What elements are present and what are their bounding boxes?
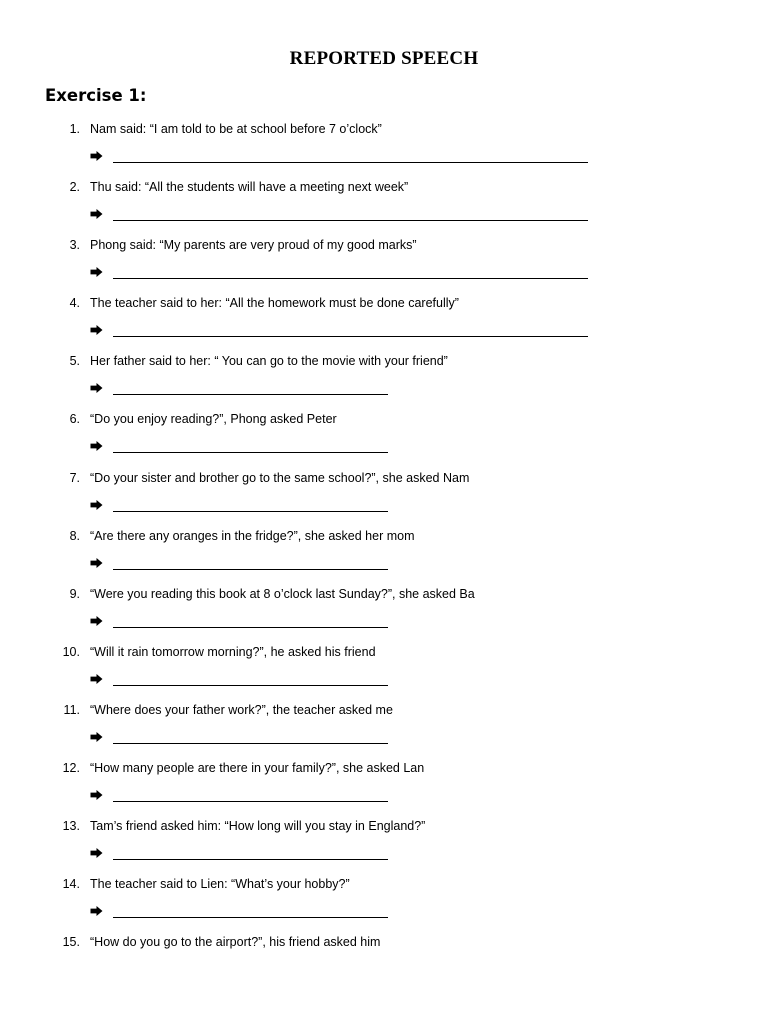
question-number: 12.	[62, 761, 80, 776]
question-item	[0, 294, 768, 352]
question-number: 4.	[69, 296, 80, 311]
question-item	[0, 701, 768, 759]
question-row	[0, 294, 768, 312]
question-number: 3.	[69, 238, 80, 253]
question-item	[0, 120, 768, 178]
answer-row	[0, 903, 768, 921]
answer-row	[0, 671, 768, 689]
answer-row	[0, 148, 768, 166]
arrow-right-icon	[90, 148, 104, 164]
question-item	[0, 236, 768, 294]
answer-row	[0, 264, 768, 282]
question-row	[0, 875, 768, 893]
question-text: “Where does your father work?”, the teacher asked me	[90, 702, 393, 717]
question-item	[0, 643, 768, 701]
arrow-right-icon	[90, 787, 104, 803]
answer-row	[0, 322, 768, 340]
arrow-right-icon	[90, 322, 104, 338]
question-list	[0, 120, 768, 991]
question-text: The teacher said to her: “All the homework must be done carefully”	[90, 296, 459, 311]
question-item	[0, 352, 768, 410]
question-item	[0, 875, 768, 933]
question-text: Tam’s friend asked him: “How long will you stay in England?”	[90, 819, 426, 834]
arrow-right-icon	[90, 438, 104, 454]
question-number: 9.	[69, 586, 80, 601]
question-text: “Do your sister and brother go to the same school?”, she asked Nam	[90, 470, 470, 485]
question-row	[0, 933, 768, 951]
answer-line[interactable]	[113, 627, 388, 628]
question-number: 8.	[69, 528, 80, 543]
question-text: “Are there any oranges in the fridge?”, she asked her mom	[90, 528, 415, 543]
answer-line[interactable]	[113, 743, 388, 744]
answer-line[interactable]	[113, 162, 588, 163]
exercise-heading: Exercise 1:	[45, 86, 147, 105]
answer-line[interactable]	[113, 336, 588, 337]
question-text: “How many people are there in your family?”, she asked Lan	[90, 761, 425, 776]
question-row	[0, 352, 768, 370]
answer-row	[0, 845, 768, 863]
question-text: Phong said: “My parents are very proud of my good marks”	[90, 238, 417, 253]
question-text: “How do you go to the airport?”, his friend asked him	[90, 935, 381, 950]
answer-line[interactable]	[113, 394, 388, 395]
answer-row	[0, 380, 768, 398]
question-row	[0, 469, 768, 487]
question-item	[0, 410, 768, 468]
arrow-right-icon	[90, 729, 104, 745]
answer-row	[0, 206, 768, 224]
arrow-right-icon	[90, 497, 104, 513]
answer-row	[0, 613, 768, 631]
answer-line[interactable]	[113, 917, 388, 918]
question-item	[0, 759, 768, 817]
arrow-right-icon	[90, 613, 104, 629]
question-number: 10.	[62, 644, 80, 659]
question-item	[0, 585, 768, 643]
arrow-right-icon	[90, 903, 104, 919]
answer-row	[0, 787, 768, 805]
question-number: 6.	[69, 412, 80, 427]
arrow-right-icon	[90, 206, 104, 222]
question-text: Thu said: “All the students will have a meeting next week”	[90, 180, 409, 195]
question-row	[0, 236, 768, 254]
arrow-right-icon	[90, 264, 104, 280]
question-text: Her father said to her: “ You can go to the movie with your friend”	[90, 354, 448, 369]
question-item	[0, 469, 768, 527]
answer-row	[0, 497, 768, 515]
question-item	[0, 527, 768, 585]
question-item	[0, 178, 768, 236]
question-row	[0, 410, 768, 428]
question-row	[0, 643, 768, 661]
answer-line[interactable]	[113, 511, 388, 512]
answer-line[interactable]	[113, 685, 388, 686]
question-row	[0, 120, 768, 138]
question-row	[0, 701, 768, 719]
question-text: Nam said: “I am told to be at school before 7 o’clock”	[90, 122, 382, 136]
question-text: The teacher said to Lien: “What’s your hobby?”	[90, 877, 350, 892]
arrow-right-icon	[90, 380, 104, 396]
answer-row	[0, 729, 768, 747]
question-number: 11.	[63, 702, 80, 717]
question-text: “Do you enjoy reading?”, Phong asked Peter	[90, 412, 337, 427]
question-row	[0, 178, 768, 196]
question-row	[0, 759, 768, 777]
question-number: 1.	[69, 122, 80, 136]
question-number: 7.	[69, 470, 80, 485]
answer-line[interactable]	[113, 220, 588, 221]
question-number: 14.	[62, 877, 80, 892]
question-row	[0, 585, 768, 603]
arrow-right-icon	[90, 845, 104, 861]
answer-line[interactable]	[113, 801, 388, 802]
answer-line[interactable]	[113, 859, 388, 860]
answer-line[interactable]	[113, 278, 588, 279]
question-number: 13.	[62, 819, 80, 834]
arrow-right-icon	[90, 555, 104, 571]
question-item	[0, 933, 768, 991]
question-row	[0, 817, 768, 835]
question-item	[0, 817, 768, 875]
answer-row	[0, 438, 768, 456]
page-title: REPORTED SPEECH	[289, 48, 479, 69]
question-text: “Will it rain tomorrow morning?”, he asked his friend	[90, 644, 376, 659]
answer-line[interactable]	[113, 569, 388, 570]
question-text: “Were you reading this book at 8 o’clock last Sunday?”, she asked Ba	[90, 586, 475, 601]
question-number: 15.	[62, 935, 80, 950]
question-row	[0, 527, 768, 545]
answer-row	[0, 555, 768, 573]
answer-line[interactable]	[113, 452, 388, 453]
question-number: 5.	[69, 354, 80, 369]
arrow-right-icon	[90, 671, 104, 687]
question-number: 2.	[69, 180, 80, 195]
